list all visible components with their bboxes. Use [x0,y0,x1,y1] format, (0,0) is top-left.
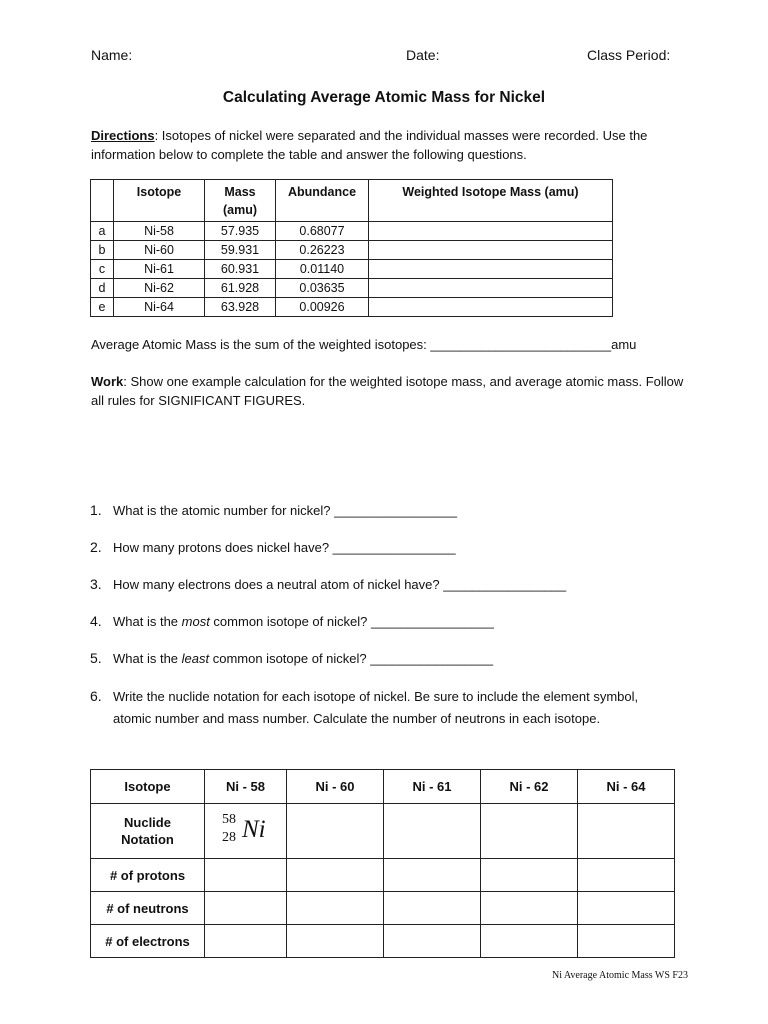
footer: Ni Average Atomic Mass WS F23 [551,970,688,981]
question-1 [90,502,457,518]
neutrons-row [91,892,675,925]
question-text-end: common isotope of nickel? _________________ [209,651,494,666]
question-text: Write the nuclide notation for each isotope of nickel. Be sure to include the element symbol, atomic number and mass number. Calculate the number of neutrons in each isotope. [113,689,639,726]
nuclide-ni-58 [205,804,287,859]
row-isotope: Ni-58 [114,222,205,241]
col-isotope: Isotope [114,180,205,222]
question-number: 2. [90,539,102,555]
work-text: : Show one example calculation for the weighted isotope mass, and average atomic mass. Follow all rules for SIGNIFICANT FIGURES. [91,374,684,408]
question-5 [90,650,493,666]
answer-cell[interactable] [384,859,481,892]
row-letter: c [91,260,114,279]
row-abundance: 0.26223 [276,241,369,260]
question-text: How many electrons does a neutral atom of nickel have? _________________ [113,577,567,592]
protons-row [91,859,675,892]
class-period-label: Class Period: [587,47,671,63]
row-label-text: Nuclide Notation [121,815,174,847]
col-letter [91,180,114,222]
answer-cell[interactable] [578,859,675,892]
table-row [91,241,613,260]
nuclide-header-row [91,770,675,804]
row-weighted[interactable] [369,222,613,241]
row-isotope: Ni-61 [114,260,205,279]
name-label: Name: [91,47,133,63]
page-title: Calculating Average Atomic Mass for Nickel [222,89,546,106]
row-isotope: Ni-62 [114,279,205,298]
nuclide-notation-row [91,804,675,859]
table-row [91,279,613,298]
col-mass-label: Mass (amu) [222,185,258,217]
question-4 [90,613,494,629]
row-weighted[interactable] [369,279,613,298]
question-3 [90,576,566,592]
row-mass: 57.935 [205,222,276,241]
question-2 [90,539,456,555]
date-label: Date: [406,47,440,63]
answer-cell[interactable] [205,859,287,892]
row-abundance: 0.68077 [276,222,369,241]
answer-cell[interactable] [578,892,675,925]
directions-label: Directions [91,128,155,143]
row-letter: d [91,279,114,298]
answer-cell[interactable] [384,804,481,859]
row-label: # of electrons [91,925,205,958]
element-symbol: Ni [242,816,266,843]
work-instructions [91,372,691,410]
question-text-start: What is the [113,614,182,629]
work-label: Work [91,374,124,389]
question-emphasis: most [181,614,210,629]
question-text-end: common isotope of nickel? _________________ [209,614,494,629]
directions-text: : Isotopes of nickel were separated and the individual masses were recorded. Use the information below to complete the table and answer the following questions. [91,128,648,162]
answer-cell[interactable] [578,804,675,859]
answer-cell[interactable] [481,892,578,925]
row-mass: 59.931 [205,241,276,260]
col-weighted: Weighted Isotope Mass (amu) [369,180,613,222]
question-number: 4. [90,613,102,629]
answer-cell[interactable] [205,892,287,925]
answer-cell[interactable] [287,804,384,859]
row-mass: 61.928 [205,279,276,298]
row-mass: 63.928 [205,298,276,317]
col-ni-64: Ni - 64 [578,770,675,804]
question-number: 1. [90,502,102,518]
row-abundance: 0.00926 [276,298,369,317]
question-text-start: What is the [113,651,182,666]
question-emphasis: least [181,651,210,666]
directions [91,126,691,164]
row-label: # of neutrons [91,892,205,925]
question-text: How many protons does nickel have? _________________ [113,540,456,555]
row-abundance: 0.03635 [276,279,369,298]
col-ni-58: Ni - 58 [205,770,287,804]
row-label: # of protons [91,859,205,892]
answer-cell[interactable] [481,925,578,958]
answer-cell[interactable] [578,925,675,958]
table-row [91,298,613,317]
atomic-number: 28 [222,830,236,845]
mass-number: 58 [222,812,236,827]
row-letter: b [91,241,114,260]
question-text: What is the atomic number for nickel? _________________ [113,503,457,518]
answer-cell[interactable] [287,859,384,892]
col-isotope: Isotope [91,770,205,804]
question-number: 3. [90,576,102,592]
question-number: 6. [90,688,102,704]
answer-cell[interactable] [384,925,481,958]
col-ni-61: Ni - 61 [384,770,481,804]
question-6 [90,686,650,729]
question-number: 5. [90,650,102,666]
average-atomic-mass-line: Average Atomic Mass is the sum of the weighted isotopes: _________________________amu [91,337,637,352]
isotope-table-header [91,180,613,222]
answer-cell[interactable] [205,925,287,958]
row-letter: e [91,298,114,317]
col-mass [205,180,276,222]
nuclide-table [90,769,675,958]
row-abundance: 0.01140 [276,260,369,279]
row-weighted[interactable] [369,260,613,279]
electrons-row [91,925,675,958]
row-isotope: Ni-60 [114,241,205,260]
row-isotope: Ni-64 [114,298,205,317]
col-ni-60: Ni - 60 [287,770,384,804]
answer-cell[interactable] [481,804,578,859]
isotope-table [90,179,613,317]
table-row [91,260,613,279]
row-mass: 60.931 [205,260,276,279]
row-weighted[interactable] [369,241,613,260]
row-label [91,804,205,859]
answer-cell[interactable] [287,892,384,925]
table-row [91,222,613,241]
col-abundance: Abundance [276,180,369,222]
answer-cell[interactable] [384,892,481,925]
answer-cell[interactable] [287,925,384,958]
answer-cell[interactable] [481,859,578,892]
row-letter: a [91,222,114,241]
col-ni-62: Ni - 62 [481,770,578,804]
row-weighted[interactable] [369,298,613,317]
